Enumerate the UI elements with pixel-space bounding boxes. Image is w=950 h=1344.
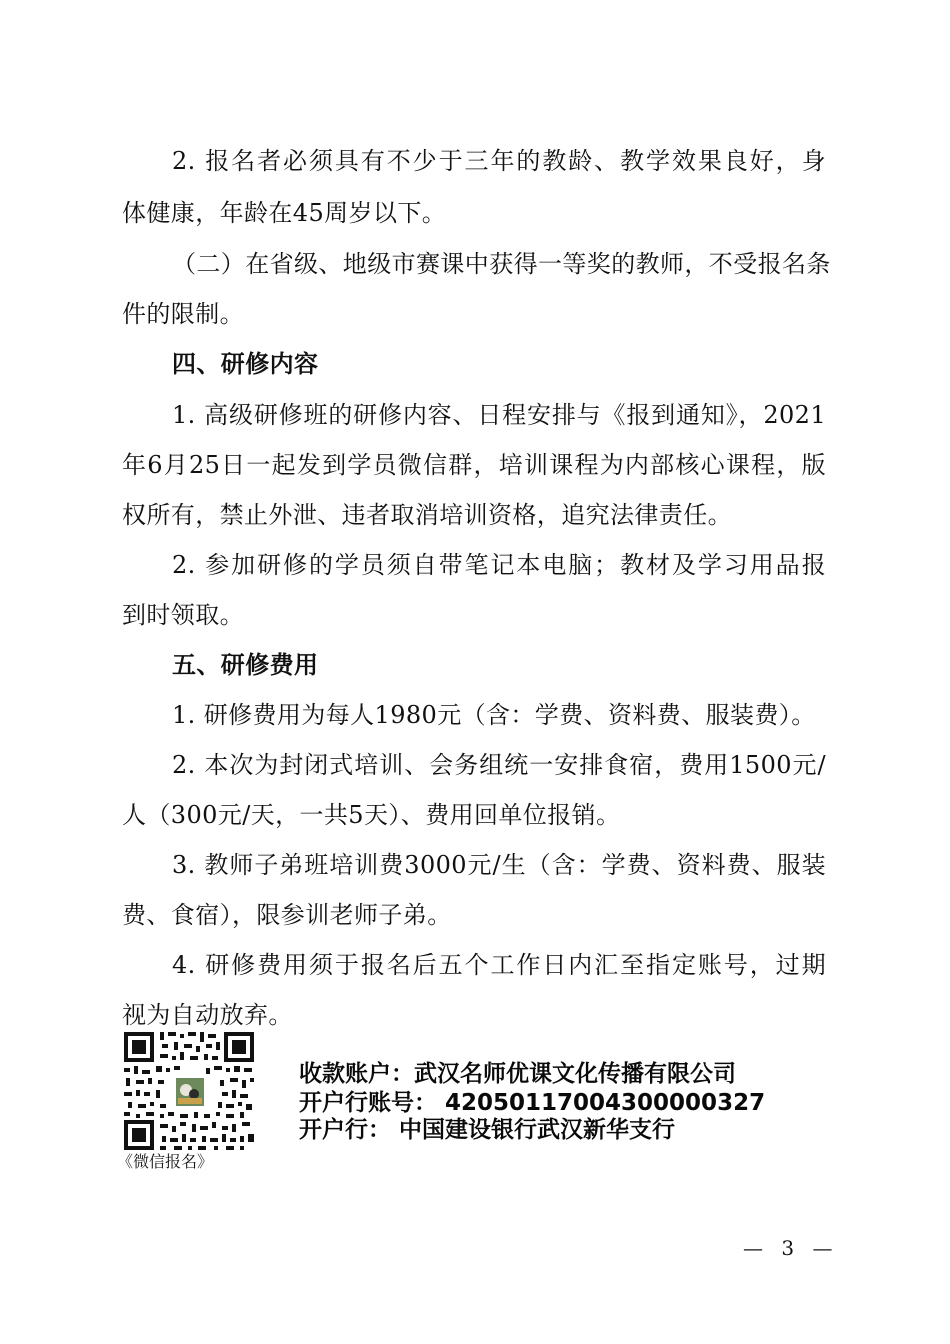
paragraph-line: 2. 本次为封闭式培训、会务组统一安排食宿，费用1500元/	[172, 751, 826, 779]
section-heading-fees: 五、研修费用	[172, 651, 319, 679]
paragraph-line: 体健康，年龄在45周岁以下。	[122, 199, 447, 227]
paragraph-line: 1. 研修费用为每人1980元（含：学费、资料费、服装费）。	[172, 701, 816, 729]
paragraph-line: 年6月25日一起发到学员微信群，培训课程为内部核心课程，版	[122, 451, 826, 479]
account-number: 开户行账号： 42050117004300000327	[299, 1090, 766, 1116]
paragraph-line: 3. 教师子弟班培训费3000元/生（含：学费、资料费、服装	[172, 851, 826, 879]
paragraph-line: 费、食宿），限参训老师子弟。	[122, 901, 452, 929]
paragraph-line: 到时领取。	[122, 601, 244, 629]
paragraph-line: 视为自动放弃。	[122, 1001, 293, 1029]
page-number: — 3 —	[743, 1236, 839, 1260]
qr-caption: 《微信报名》	[117, 1152, 214, 1171]
paragraph-line: 权所有，禁止外泄、违者取消培训资格，追究法律责任。	[122, 501, 732, 529]
paragraph-line: 1. 高级研修班的研修内容、日程安排与《报到通知》，2021	[172, 401, 826, 429]
paragraph-line: 4. 研修费用须于报名后五个工作日内汇至指定账号，过期	[172, 951, 826, 979]
payee-account: 收款账户：武汉名师优课文化传播有限公司	[299, 1061, 736, 1087]
paragraph-line: 2. 报名者必须具有不少于三年的教龄、教学效果良好，身	[172, 147, 826, 175]
paragraph-line: （二）在省级、地级市赛课中获得一等奖的教师，不受报名条	[172, 250, 831, 278]
paragraph-line: 人（300元/天，一共5天）、费用回单位报销。	[122, 801, 621, 829]
section-heading-content: 四、研修内容	[172, 350, 319, 378]
paragraph-line: 2. 参加研修的学员须自带笔记本电脑；教材及学习用品报	[172, 551, 826, 579]
paragraph-line: 件的限制。	[122, 300, 244, 328]
bank-name: 开户行： 中国建设银行武汉新华支行	[299, 1117, 676, 1143]
qr-code-graphic	[122, 1030, 256, 1152]
wechat-qr-code[interactable]	[122, 1030, 256, 1152]
